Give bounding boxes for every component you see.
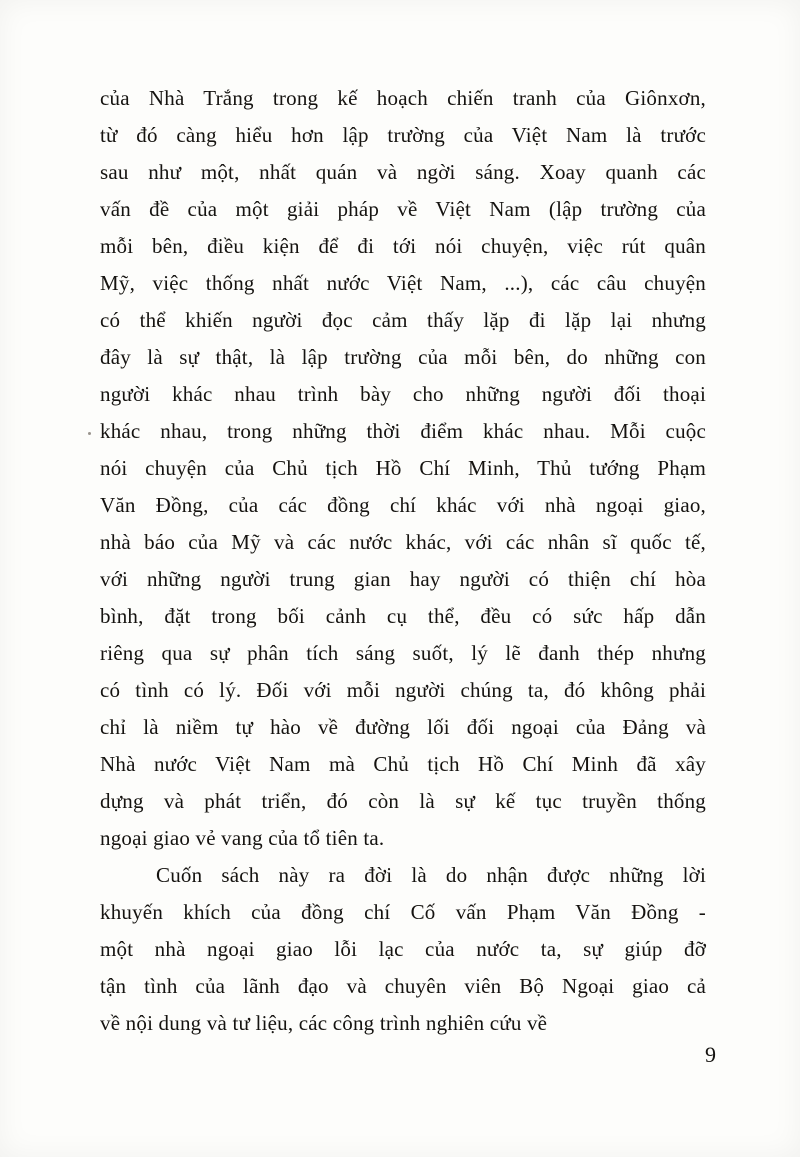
text-line: Văn Đồng, của các đồng chí khác với nhà ngoại giao, [100,493,706,517]
scan-speck [88,432,91,435]
text-line: của Nhà Trắng trong kế hoạch chiến tranh của Giônxơn, [100,86,706,110]
text-line: riêng qua sự phân tích sáng suốt, lý lẽ đanh thép nhưng [100,641,706,665]
text-line: ngoại giao vẻ vang của tổ tiên ta. [100,826,385,850]
paragraph [100,80,706,857]
text-line: người khác nhau trình bày cho những người đối thoại [100,382,706,406]
text-line: vấn đề của một giải pháp về Việt Nam (lập trường của [100,197,706,221]
text-line: nhà báo của Mỹ và các nước khác, với các nhân sĩ quốc tế, [100,530,706,554]
text-line: có tình có lý. Đối với mỗi người chúng ta, đó không phải [100,678,706,702]
text-line: từ đó càng hiểu hơn lập trường của Việt Nam là trước [100,123,706,147]
text-line: chỉ là niềm tự hào về đường lối đối ngoại của Đảng và [100,715,706,739]
paragraph [100,857,706,1042]
text-block [100,80,706,1042]
text-line: dựng và phát triển, đó còn là sự kế tục truyền thống [100,789,706,813]
text-line: khác nhau, trong những thời điểm khác nhau. Mỗi cuộc [100,419,706,443]
text-line: nói chuyện của Chủ tịch Hồ Chí Minh, Thủ tướng Phạm [100,456,706,480]
page-number: 9 [705,1042,716,1067]
text-line: một nhà ngoại giao lỗi lạc của nước ta, sự giúp đỡ [100,937,706,961]
text-line: có thể khiến người đọc cảm thấy lặp đi lặp lại nhưng [100,308,706,332]
text-line: đây là sự thật, là lập trường của mỗi bên, do những con [100,345,706,369]
text-line: bình, đặt trong bối cảnh cụ thể, đều có sức hấp dẫn [100,604,706,628]
text-line: Cuốn sách này ra đời là do nhận được những lời [156,863,706,887]
text-line: mỗi bên, điều kiện để đi tới nói chuyện, việc rút quân [100,234,706,258]
text-line: khuyến khích của đồng chí Cố vấn Phạm Văn Đồng - [100,900,706,924]
text-line: sau như một, nhất quán và ngời sáng. Xoay quanh các [100,160,706,184]
text-line: Mỹ, việc thống nhất nước Việt Nam, ...), các câu chuyện [100,271,706,295]
text-line: với những người trung gian hay người có thiện chí hòa [100,567,706,591]
text-line: Nhà nước Việt Nam mà Chủ tịch Hồ Chí Minh đã xây [100,752,706,776]
text-line: tận tình của lãnh đạo và chuyên viên Bộ Ngoại giao cả [100,974,706,998]
text-line: về nội dung và tư liệu, các công trình nghiên cứu về [100,1011,548,1035]
